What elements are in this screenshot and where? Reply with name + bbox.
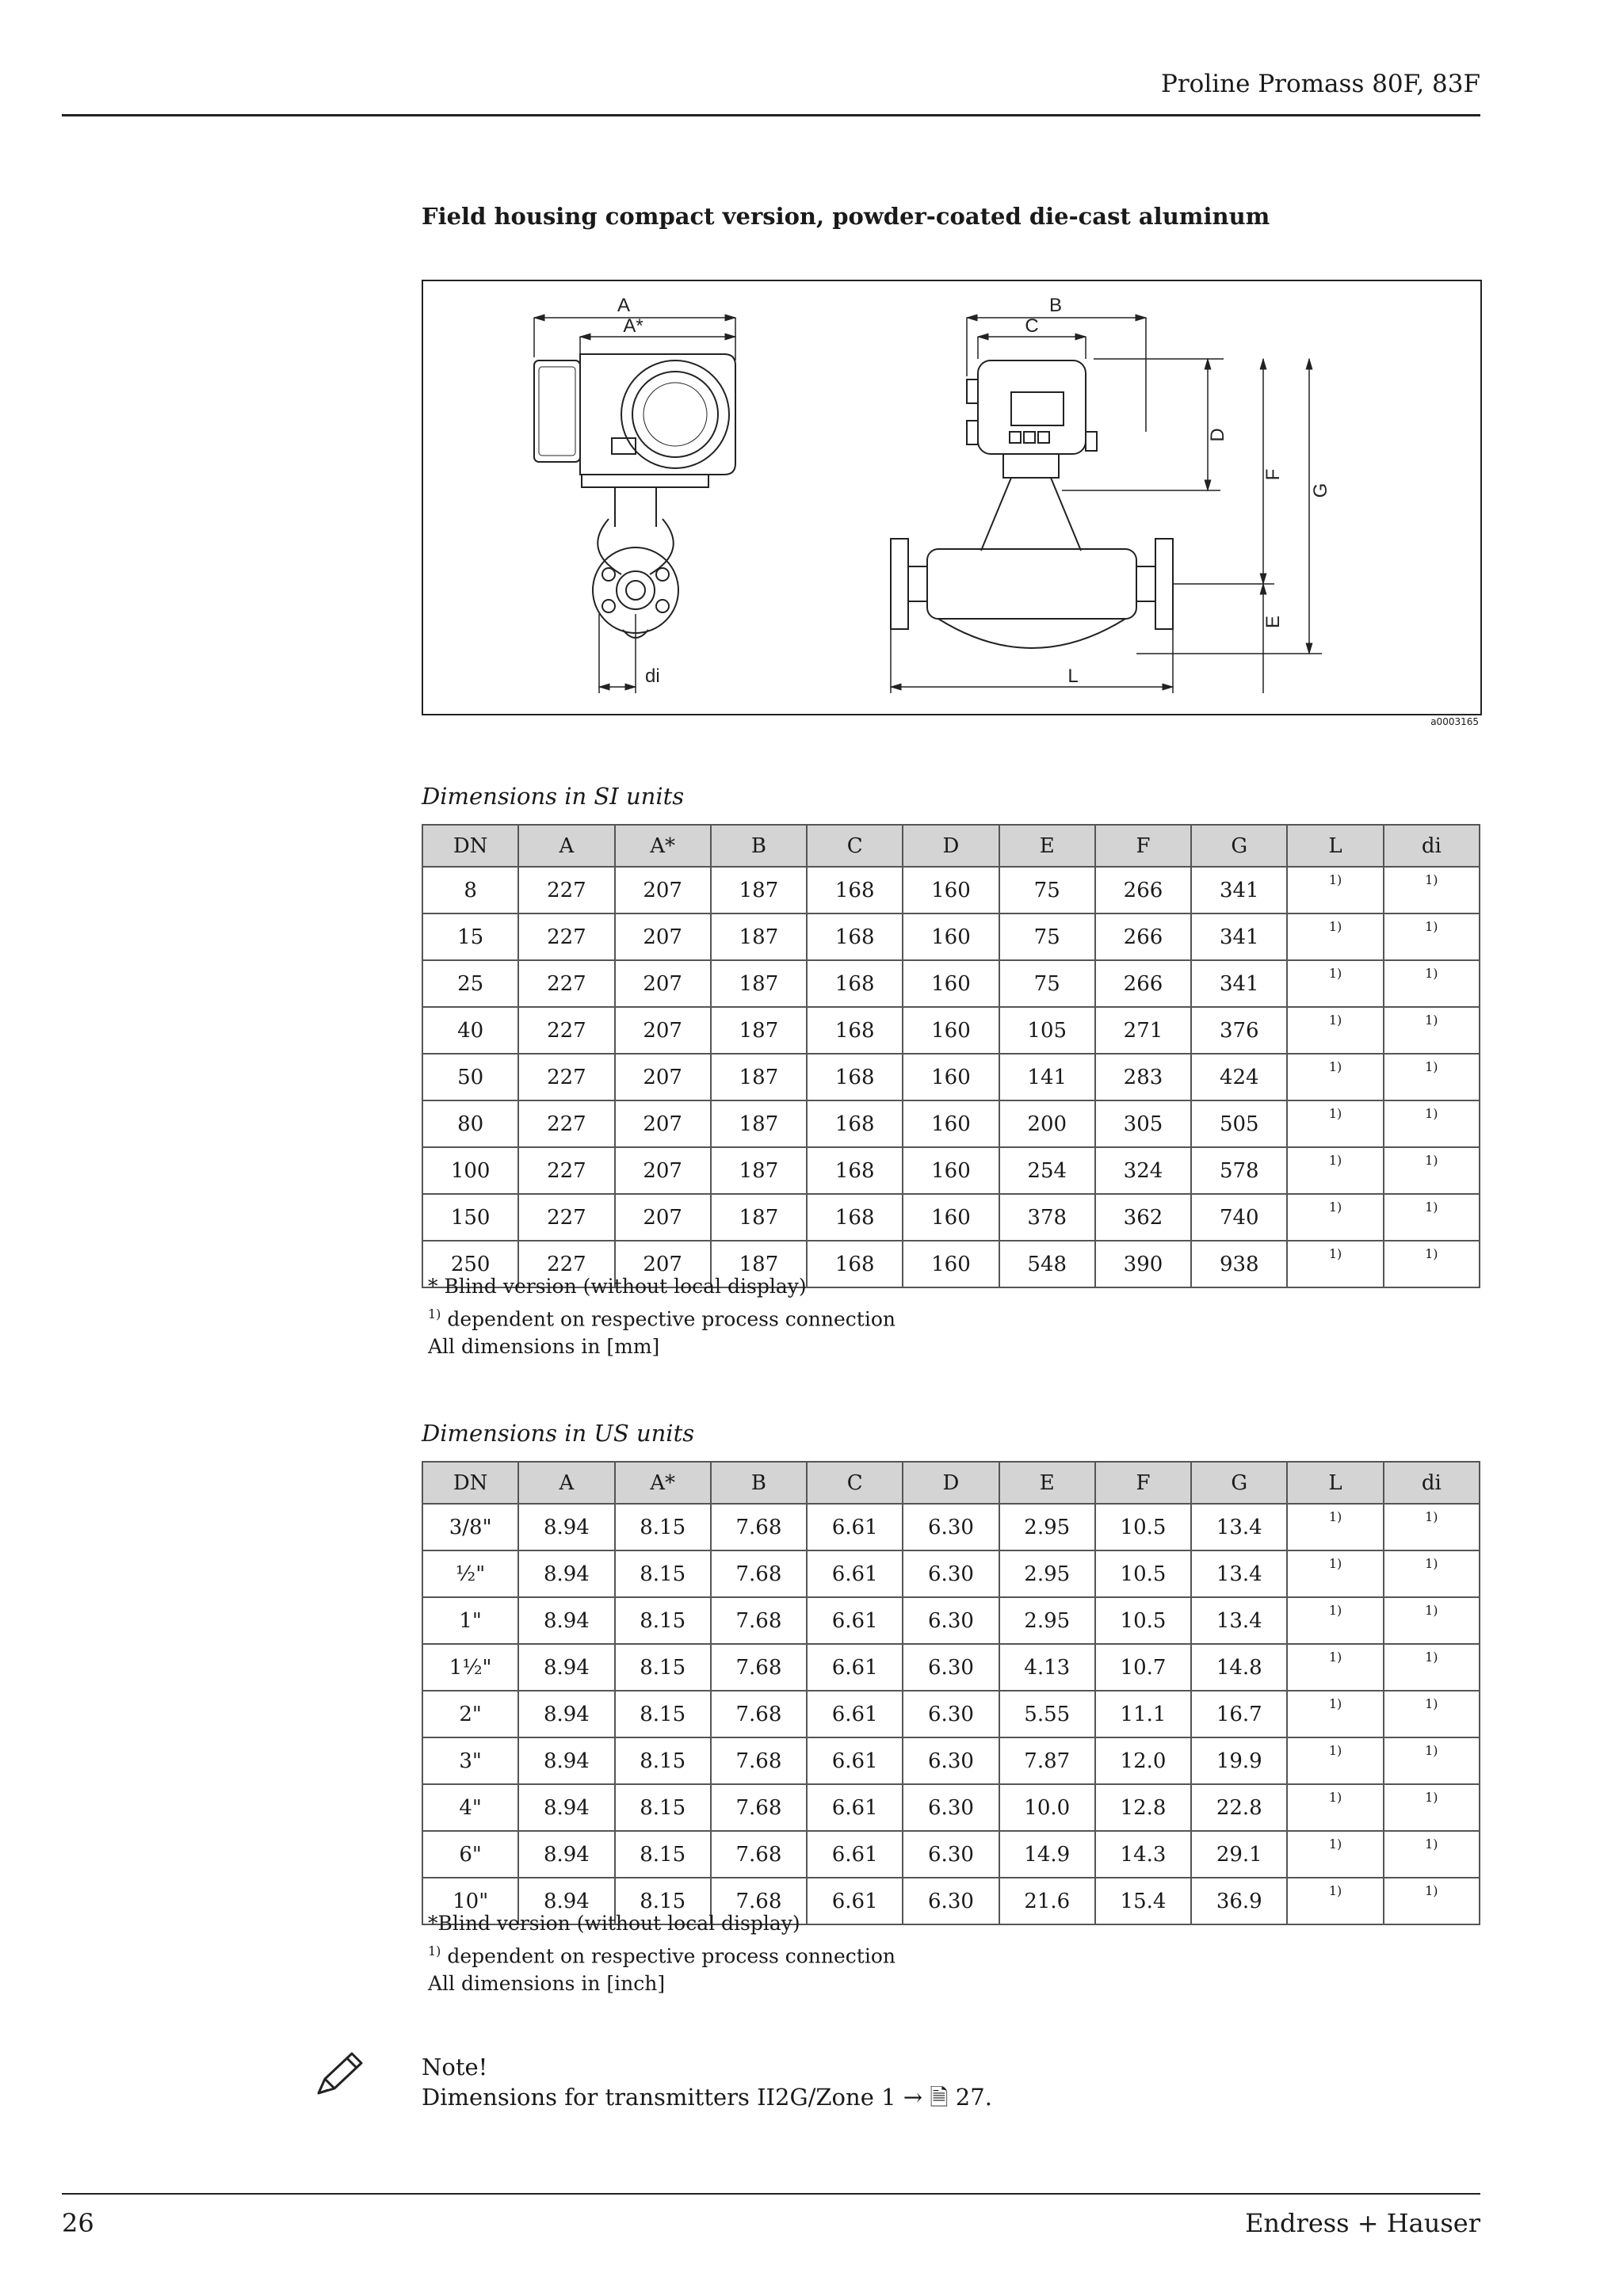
- dimension-drawing: [422, 280, 1482, 715]
- table-cell: 100: [422, 1147, 518, 1194]
- table-cell: 187: [711, 913, 807, 960]
- si-table-notes: [428, 1272, 896, 1360]
- footnote-cell: 1): [1384, 1878, 1480, 1924]
- table-cell: 207: [615, 1054, 711, 1100]
- column-header: A: [518, 1462, 614, 1504]
- table-cell: 7.68: [711, 1597, 807, 1644]
- table-cell: 8.94: [518, 1550, 614, 1597]
- table-cell: 6.61: [807, 1644, 903, 1691]
- label-c: C: [1025, 315, 1039, 337]
- table-cell: 8.94: [518, 1784, 614, 1831]
- table-cell: 8.94: [518, 1878, 614, 1924]
- table-cell: 6.61: [807, 1737, 903, 1784]
- column-header: E: [999, 1462, 1095, 1504]
- column-header: L: [1287, 825, 1383, 867]
- footnote-cell: 1): [1384, 913, 1480, 960]
- footnote-cell: 1): [1287, 1054, 1383, 1100]
- footnote-cell: 1): [1384, 1504, 1480, 1550]
- table-cell: 160: [903, 960, 999, 1007]
- table-cell: 6.30: [903, 1784, 999, 1831]
- table-cell: 8.15: [615, 1737, 711, 1784]
- table-cell: 227: [518, 960, 614, 1007]
- table-cell: 8.94: [518, 1597, 614, 1644]
- footnote-cell: 1): [1287, 1147, 1383, 1194]
- note-heading: Note!: [422, 2054, 488, 2081]
- table-cell: 266: [1095, 913, 1191, 960]
- blind-version-note: *Blind version (without local display): [428, 1912, 800, 1935]
- footnote-cell: 1): [1287, 960, 1383, 1007]
- label-di: di: [645, 666, 660, 687]
- table-cell: 548: [999, 1241, 1095, 1287]
- table-cell: 50: [422, 1054, 518, 1100]
- table-cell: 10": [422, 1878, 518, 1924]
- footnote-cell: 1): [1287, 1007, 1383, 1054]
- pencil-note-icon: [311, 2047, 368, 2104]
- table-cell: 168: [807, 1007, 903, 1054]
- footnote-cell: 1): [1384, 1550, 1480, 1597]
- table-cell: 207: [615, 1100, 711, 1147]
- table-cell: 7.68: [711, 1878, 807, 1924]
- table-row: [422, 1194, 1480, 1241]
- table-cell: 227: [518, 867, 614, 913]
- table-row: [422, 913, 1480, 960]
- footnote-cell: 1): [1384, 960, 1480, 1007]
- table-cell: 424: [1191, 1054, 1287, 1100]
- table-cell: 12.0: [1095, 1737, 1191, 1784]
- footnote-cell: 1): [1384, 1597, 1480, 1644]
- table-header-row: [422, 825, 1480, 867]
- table-cell: 341: [1191, 867, 1287, 913]
- table-cell: 227: [518, 1007, 614, 1054]
- table-cell: 2": [422, 1691, 518, 1737]
- table-cell: 7.68: [711, 1504, 807, 1550]
- footnote-cell: 1): [1384, 867, 1480, 913]
- table-cell: 13.4: [1191, 1504, 1287, 1550]
- footer-divider: [62, 2193, 1480, 2195]
- table-cell: 168: [807, 1194, 903, 1241]
- table-cell: 2.95: [999, 1597, 1095, 1644]
- column-header: A: [518, 825, 614, 867]
- table-row: [422, 1054, 1480, 1100]
- footnote-text: dependent on respective process connection: [441, 1944, 896, 1968]
- table-cell: 6.30: [903, 1504, 999, 1550]
- table-cell: 6.61: [807, 1831, 903, 1878]
- table-cell: 10.0: [999, 1784, 1095, 1831]
- table-cell: 14.9: [999, 1831, 1095, 1878]
- table-cell: 10.5: [1095, 1597, 1191, 1644]
- footnote-cell: 1): [1384, 1784, 1480, 1831]
- column-header: di: [1384, 1462, 1480, 1504]
- table-cell: 8.15: [615, 1504, 711, 1550]
- footnote-cell: 1): [1287, 1878, 1383, 1924]
- table-cell: 25: [422, 960, 518, 1007]
- footnote-cell: 1): [1384, 1737, 1480, 1784]
- table-cell: 8.94: [518, 1691, 614, 1737]
- table-cell: 187: [711, 1194, 807, 1241]
- table-cell: 8.94: [518, 1504, 614, 1550]
- si-dimensions-table: [422, 824, 1480, 1288]
- table-cell: 271: [1095, 1007, 1191, 1054]
- table-cell: 254: [999, 1147, 1095, 1194]
- column-header: DN: [422, 825, 518, 867]
- table-cell: 160: [903, 1007, 999, 1054]
- column-header: F: [1095, 1462, 1191, 1504]
- table-cell: 8.15: [615, 1597, 711, 1644]
- footnote-cell: 1): [1384, 1194, 1480, 1241]
- table-cell: 378: [999, 1194, 1095, 1241]
- footnote-cell: 1): [1287, 1194, 1383, 1241]
- table-cell: 6.30: [903, 1737, 999, 1784]
- table-cell: 250: [422, 1241, 518, 1287]
- document-title: Proline Promass 80F, 83F: [1160, 70, 1480, 98]
- label-b: B: [1048, 295, 1063, 316]
- table-cell: 75: [999, 960, 1095, 1007]
- table-row: [422, 867, 1480, 913]
- table-cell: 8.94: [518, 1831, 614, 1878]
- table-cell: 187: [711, 960, 807, 1007]
- table-cell: 160: [903, 867, 999, 913]
- header-divider: [62, 114, 1480, 116]
- table-cell: 105: [999, 1007, 1095, 1054]
- table-row: [422, 1550, 1480, 1597]
- footnote-cell: 1): [1287, 1691, 1383, 1737]
- table-cell: 4": [422, 1784, 518, 1831]
- column-header: DN: [422, 1462, 518, 1504]
- table-row: [422, 1831, 1480, 1878]
- table-cell: 29.1: [1191, 1831, 1287, 1878]
- table-row: [422, 1597, 1480, 1644]
- table-cell: 187: [711, 1241, 807, 1287]
- footnote-cell: 1): [1384, 1644, 1480, 1691]
- column-header: di: [1384, 825, 1480, 867]
- table-cell: 207: [615, 867, 711, 913]
- column-header: G: [1191, 1462, 1287, 1504]
- table-cell: 168: [807, 867, 903, 913]
- table-cell: 266: [1095, 867, 1191, 913]
- footnote-mark: 1): [428, 1306, 441, 1322]
- table-cell: 3": [422, 1737, 518, 1784]
- table-cell: 6.30: [903, 1878, 999, 1924]
- table-row: [422, 1007, 1480, 1054]
- table-cell: 14.3: [1095, 1831, 1191, 1878]
- table-cell: 207: [615, 913, 711, 960]
- table-cell: 160: [903, 1147, 999, 1194]
- label-g: G: [1310, 482, 1331, 498]
- column-header: G: [1191, 825, 1287, 867]
- table-cell: 168: [807, 1100, 903, 1147]
- table-cell: 227: [518, 1100, 614, 1147]
- figure-id: a0003165: [1430, 716, 1479, 727]
- table-cell: 150: [422, 1194, 518, 1241]
- table-cell: 21.6: [999, 1878, 1095, 1924]
- label-f: F: [1262, 468, 1284, 481]
- blind-version-note: * Blind version (without local display): [428, 1275, 807, 1298]
- table-cell: 160: [903, 913, 999, 960]
- table-cell: 187: [711, 867, 807, 913]
- table-cell: 16.7: [1191, 1691, 1287, 1737]
- us-table-caption: Dimensions in US units: [422, 1420, 695, 1447]
- table-cell: 200: [999, 1100, 1095, 1147]
- column-header: L: [1287, 1462, 1383, 1504]
- table-cell: 227: [518, 1194, 614, 1241]
- section-title: Field housing compact version, powder-coated die-cast aluminum: [422, 203, 1270, 230]
- table-cell: 8.15: [615, 1691, 711, 1737]
- table-cell: ½": [422, 1550, 518, 1597]
- table-cell: 6.61: [807, 1691, 903, 1737]
- units-note: All dimensions in [mm]: [428, 1335, 660, 1359]
- table-cell: 6.30: [903, 1691, 999, 1737]
- footnote-cell: 1): [1287, 1550, 1383, 1597]
- footnote-cell: 1): [1384, 1054, 1480, 1100]
- table-cell: 6": [422, 1831, 518, 1878]
- column-header: D: [903, 825, 999, 867]
- table-cell: 7.68: [711, 1644, 807, 1691]
- table-row: [422, 1784, 1480, 1831]
- footnote-cell: 1): [1384, 1100, 1480, 1147]
- table-cell: 207: [615, 1007, 711, 1054]
- table-cell: 8.15: [615, 1644, 711, 1691]
- table-cell: 187: [711, 1147, 807, 1194]
- table-cell: 22.8: [1191, 1784, 1287, 1831]
- table-cell: 207: [615, 1194, 711, 1241]
- table-cell: 227: [518, 913, 614, 960]
- column-header: F: [1095, 825, 1191, 867]
- footnote-mark: 1): [428, 1943, 441, 1958]
- table-cell: 10.7: [1095, 1644, 1191, 1691]
- table-cell: 283: [1095, 1054, 1191, 1100]
- table-cell: 8.15: [615, 1784, 711, 1831]
- table-cell: 227: [518, 1241, 614, 1287]
- label-a: A: [617, 295, 631, 316]
- table-cell: 207: [615, 960, 711, 1007]
- note-block: [422, 2052, 992, 2112]
- note-text: Dimensions for transmitters II2G/Zone 1 → 🗎 27.: [422, 2084, 992, 2111]
- table-cell: 1½": [422, 1644, 518, 1691]
- flowmeter-drawing-svg: [423, 281, 1480, 714]
- table-cell: 227: [518, 1147, 614, 1194]
- table-row: [422, 1147, 1480, 1194]
- table-cell: 10.5: [1095, 1504, 1191, 1550]
- table-cell: 341: [1191, 960, 1287, 1007]
- units-note: All dimensions in [inch]: [428, 1972, 666, 1996]
- table-cell: 14.8: [1191, 1644, 1287, 1691]
- table-cell: 207: [615, 1147, 711, 1194]
- table-cell: 740: [1191, 1194, 1287, 1241]
- column-header: B: [711, 825, 807, 867]
- table-cell: 2.95: [999, 1504, 1095, 1550]
- table-cell: 160: [903, 1054, 999, 1100]
- table-cell: 141: [999, 1054, 1095, 1100]
- footnote-cell: 1): [1287, 1644, 1383, 1691]
- column-header: D: [903, 1462, 999, 1504]
- label-a-star: A*: [623, 315, 643, 337]
- column-header: A*: [615, 825, 711, 867]
- table-cell: 160: [903, 1194, 999, 1241]
- table-cell: 341: [1191, 913, 1287, 960]
- table-cell: 5.55: [999, 1691, 1095, 1737]
- column-header: C: [807, 825, 903, 867]
- table-cell: 187: [711, 1007, 807, 1054]
- footnote-text: dependent on respective process connection: [441, 1307, 896, 1331]
- footnote-cell: 1): [1384, 1831, 1480, 1878]
- footer-brand: Endress + Hauser: [1245, 2208, 1480, 2238]
- table-cell: 1": [422, 1597, 518, 1644]
- footnote-cell: 1): [1287, 913, 1383, 960]
- footnote-cell: 1): [1384, 1147, 1480, 1194]
- column-header: B: [711, 1462, 807, 1504]
- table-cell: 13.4: [1191, 1550, 1287, 1597]
- table-cell: 6.61: [807, 1784, 903, 1831]
- table-cell: 6.61: [807, 1550, 903, 1597]
- table-row: [422, 1504, 1480, 1550]
- table-cell: 15.4: [1095, 1878, 1191, 1924]
- table-cell: 6.30: [903, 1831, 999, 1878]
- table-cell: 578: [1191, 1147, 1287, 1194]
- table-cell: 6.61: [807, 1597, 903, 1644]
- label-d: D: [1207, 428, 1228, 442]
- table-row: [422, 1100, 1480, 1147]
- table-cell: 75: [999, 913, 1095, 960]
- table-cell: 40: [422, 1007, 518, 1054]
- table-cell: 2.95: [999, 1550, 1095, 1597]
- table-cell: 8.15: [615, 1550, 711, 1597]
- table-cell: 505: [1191, 1100, 1287, 1147]
- footnote-cell: 1): [1384, 1241, 1480, 1287]
- column-header: A*: [615, 1462, 711, 1504]
- footnote-cell: 1): [1287, 1831, 1383, 1878]
- page-number: 26: [62, 2208, 94, 2238]
- table-cell: 168: [807, 1147, 903, 1194]
- table-cell: 36.9: [1191, 1878, 1287, 1924]
- table-cell: 7.68: [711, 1784, 807, 1831]
- table-row: [422, 1691, 1480, 1737]
- table-cell: 4.13: [999, 1644, 1095, 1691]
- table-row: [422, 1644, 1480, 1691]
- table-cell: 8.15: [615, 1831, 711, 1878]
- table-cell: 168: [807, 913, 903, 960]
- table-cell: 160: [903, 1241, 999, 1287]
- footnote-cell: 1): [1287, 1241, 1383, 1287]
- footnote-cell: 1): [1287, 1597, 1383, 1644]
- table-cell: 362: [1095, 1194, 1191, 1241]
- table-cell: 187: [711, 1054, 807, 1100]
- us-dimensions-table: [422, 1461, 1480, 1925]
- table-cell: 6.30: [903, 1644, 999, 1691]
- table-cell: 7.68: [711, 1691, 807, 1737]
- table-cell: 11.1: [1095, 1691, 1191, 1737]
- table-cell: 168: [807, 960, 903, 1007]
- table-cell: 7.68: [711, 1737, 807, 1784]
- table-cell: 390: [1095, 1241, 1191, 1287]
- label-e: E: [1262, 615, 1284, 629]
- table-cell: 8.94: [518, 1737, 614, 1784]
- table-cell: 207: [615, 1241, 711, 1287]
- us-table-notes: [428, 1909, 896, 1997]
- table-cell: 376: [1191, 1007, 1287, 1054]
- table-cell: 8.15: [615, 1878, 711, 1924]
- table-cell: 324: [1095, 1147, 1191, 1194]
- footnote-cell: 1): [1287, 1737, 1383, 1784]
- footnote-cell: 1): [1384, 1007, 1480, 1054]
- table-cell: 7.68: [711, 1550, 807, 1597]
- table-cell: 8: [422, 867, 518, 913]
- column-header: E: [999, 825, 1095, 867]
- table-cell: 6.30: [903, 1597, 999, 1644]
- table-row: [422, 1737, 1480, 1784]
- footnote-cell: 1): [1287, 867, 1383, 913]
- si-table-caption: Dimensions in SI units: [422, 783, 685, 810]
- footnote-cell: 1): [1287, 1504, 1383, 1550]
- table-cell: 7.68: [711, 1831, 807, 1878]
- table-cell: 168: [807, 1241, 903, 1287]
- label-l: L: [1067, 666, 1079, 687]
- table-cell: 10.5: [1095, 1550, 1191, 1597]
- column-header: C: [807, 1462, 903, 1504]
- table-cell: 8.94: [518, 1644, 614, 1691]
- table-cell: 12.8: [1095, 1784, 1191, 1831]
- table-cell: 160: [903, 1100, 999, 1147]
- table-cell: 187: [711, 1100, 807, 1147]
- table-cell: 6.30: [903, 1550, 999, 1597]
- table-cell: 266: [1095, 960, 1191, 1007]
- table-cell: 15: [422, 913, 518, 960]
- table-cell: 938: [1191, 1241, 1287, 1287]
- footnote-cell: 1): [1287, 1784, 1383, 1831]
- table-cell: 13.4: [1191, 1597, 1287, 1644]
- table-cell: 305: [1095, 1100, 1191, 1147]
- table-cell: 19.9: [1191, 1737, 1287, 1784]
- table-cell: 3/8": [422, 1504, 518, 1550]
- footnote: [428, 1300, 896, 1333]
- table-cell: 168: [807, 1054, 903, 1100]
- table-header-row: [422, 1462, 1480, 1504]
- table-cell: 6.61: [807, 1504, 903, 1550]
- footnote-cell: 1): [1287, 1100, 1383, 1147]
- table-row: [422, 960, 1480, 1007]
- table-cell: 80: [422, 1100, 518, 1147]
- table-cell: 75: [999, 867, 1095, 913]
- table-cell: 227: [518, 1054, 614, 1100]
- footnote-cell: 1): [1384, 1691, 1480, 1737]
- footnote: [428, 1937, 896, 1970]
- table-cell: 6.61: [807, 1878, 903, 1924]
- table-cell: 7.87: [999, 1737, 1095, 1784]
